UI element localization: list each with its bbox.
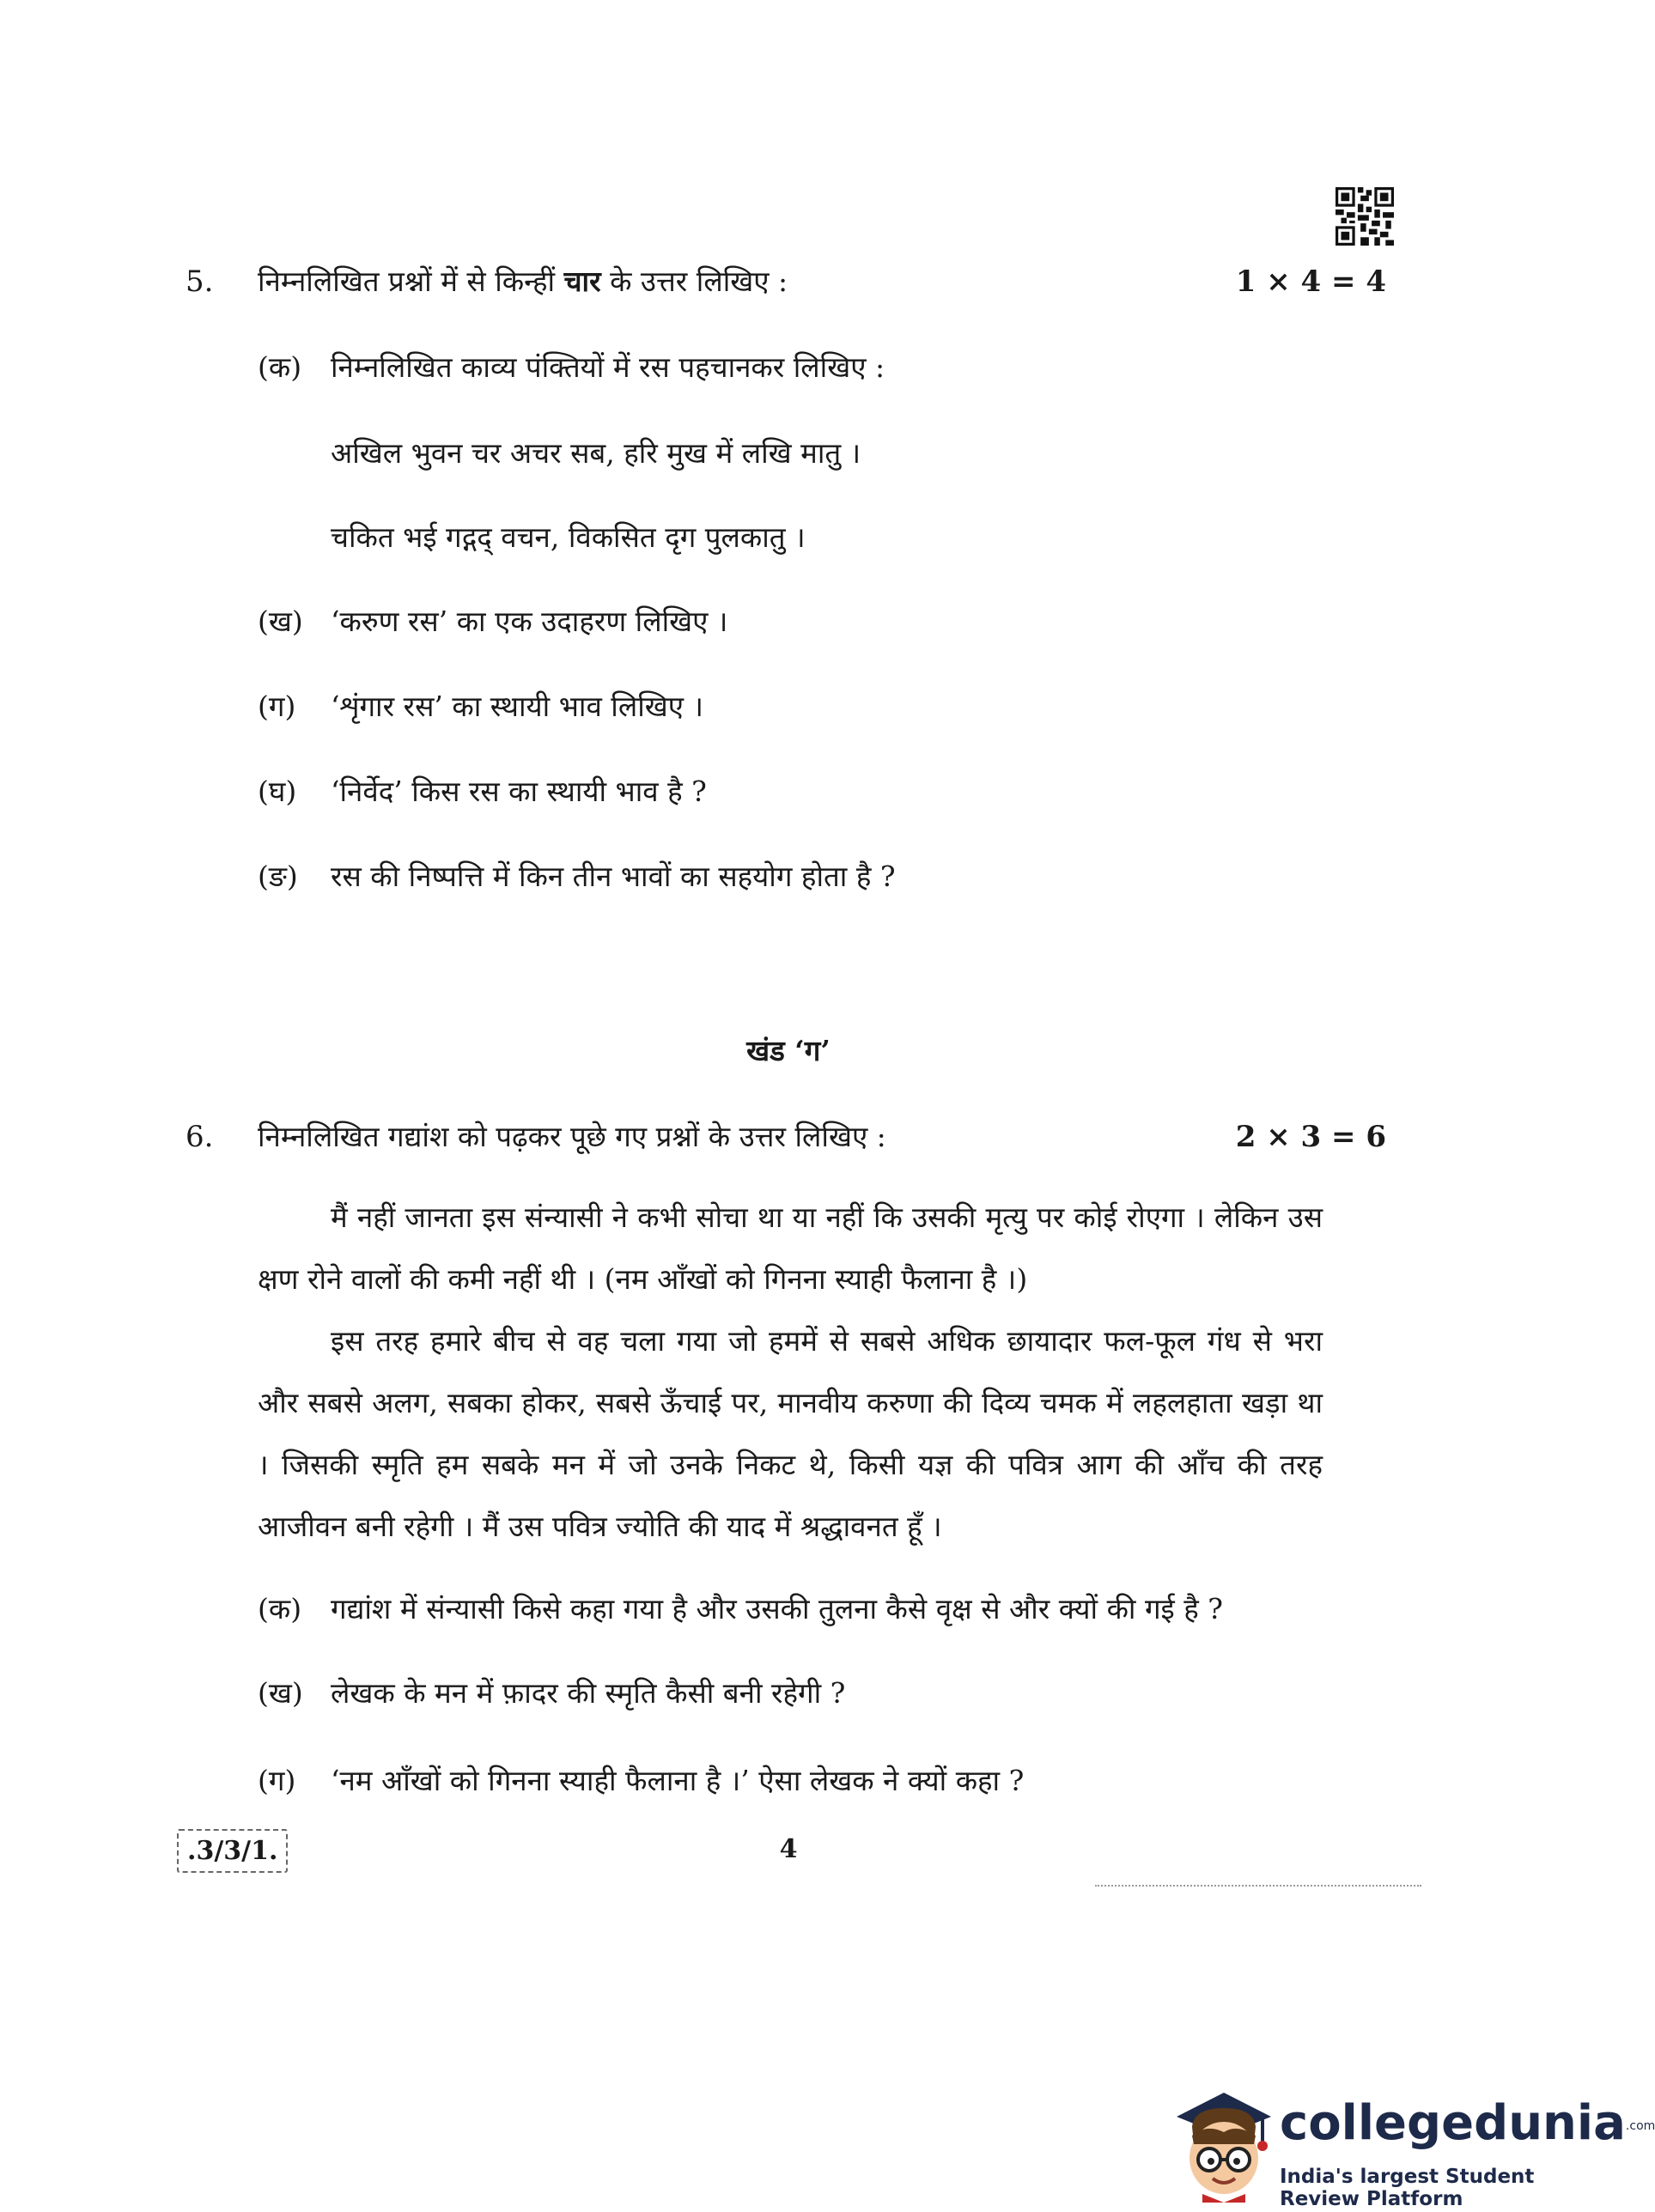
logo-tagline: India's largest Student Review Platform xyxy=(1280,2166,1535,2210)
question-prefix: निम्नलिखित प्रश्नों में से किन्हीं xyxy=(258,264,556,298)
mascot-icon xyxy=(1168,2082,1280,2203)
sub-question-text: रस की निष्पत्ति में किन तीन भावों का सहयोग होता है ? xyxy=(331,860,896,893)
qr-code-icon xyxy=(1336,187,1394,246)
sub-question-label: (क) xyxy=(258,350,302,384)
logo-suffix: .com xyxy=(1625,2118,1655,2133)
sub-question-text: ‘निर्वेद’ किस रस का स्थायी भाव है ? xyxy=(331,775,707,808)
question-text xyxy=(258,264,788,299)
paper-code: .3/3/1. xyxy=(177,1829,288,1873)
sub-question-text: लेखक के मन में फ़ादर की स्मृति कैसी बनी रहेगी ? xyxy=(331,1676,846,1710)
logo-wordmark xyxy=(1280,2095,1655,2151)
passage-paragraph: इस तरह हमारे बीच से वह चला गया जो हममें से सबसे अधिक छायादार फल-फूल गंध से भरा और सबसे अलग, सबका होकर, सबसे ऊँचाई पर, मानवीय करुणा की दिव्य चमक में लहलहाता खड़ा था । जिसकी स्मृति हम सबके मन में जो उनके निकट थे, किसी यज्ञ की पवित्र आग की आँच की तरह आजीवन बनी रहेगी । मैं उस पवित्र ज्योति की याद में श्रद्धावनत हूँ । xyxy=(258,1324,1323,1543)
sub-question-label: (ख) xyxy=(258,1676,303,1710)
question-suffix: के उत्तर लिखिए : xyxy=(610,264,788,298)
question-text: निम्नलिखित गद्यांश को पढ़कर पूछे गए प्रश्नों के उत्तर लिखिए : xyxy=(258,1120,886,1153)
sub-question-label: (ग) xyxy=(258,690,296,723)
page-number: 4 xyxy=(779,1834,798,1864)
sub-question-text: निम्नलिखित काव्य पंक्तियों में रस पहचानकर लिखिए : xyxy=(331,350,885,384)
verse-line: चकित भई गद्गद् वचन, विकसित दृग पुलकातु । xyxy=(331,520,806,554)
sub-question-text: ‘करुण रस’ का एक उदाहरण लिखिए । xyxy=(331,605,728,638)
passage-paragraph: मैं नहीं जानता इस संन्यासी ने कभी सोचा था या नहीं कि उसकी मृत्यु पर कोई रोएगा । लेकिन उस क्षण रोने वालों की कमी नहीं थी । (नम आँखों को गिनना स्याही फैलाना है ।) xyxy=(258,1200,1323,1296)
question-number: 6. xyxy=(186,1120,214,1154)
question-marks: 2 × 3 = 6 xyxy=(1235,1120,1386,1154)
sub-question-text: गद्यांश में संन्यासी किसे कहा गया है और उसकी तुलना कैसे वृक्ष से और क्यों की गई है ? xyxy=(331,1592,1223,1626)
footer-divider xyxy=(1095,1885,1421,1887)
logo-name: collegedunia xyxy=(1280,2095,1626,2151)
verse-line: अखिल भुवन चर अचर सब, हरि मुख में लखि मातु । xyxy=(331,436,861,470)
sub-question-label: (घ) xyxy=(258,775,297,808)
sub-question-label: (ग) xyxy=(258,1764,296,1797)
question-marks: 1 × 4 = 4 xyxy=(1235,264,1386,299)
sub-question-label: (ख) xyxy=(258,605,303,638)
sub-question-label: (ङ) xyxy=(258,860,298,893)
sub-question-text: ‘शृंगार रस’ का स्थायी भाव लिखिए । xyxy=(331,690,704,723)
sub-question-label: (क) xyxy=(258,1592,302,1626)
question-number: 5. xyxy=(186,264,214,299)
question-bold-word: चार xyxy=(563,264,601,298)
sub-question-text: ‘नम आँखों को गिनना स्याही फैलाना है ।’ ऐसा लेखक ने क्यों कहा ? xyxy=(331,1764,1025,1797)
section-heading: खंड ‘ग’ xyxy=(746,1034,831,1067)
